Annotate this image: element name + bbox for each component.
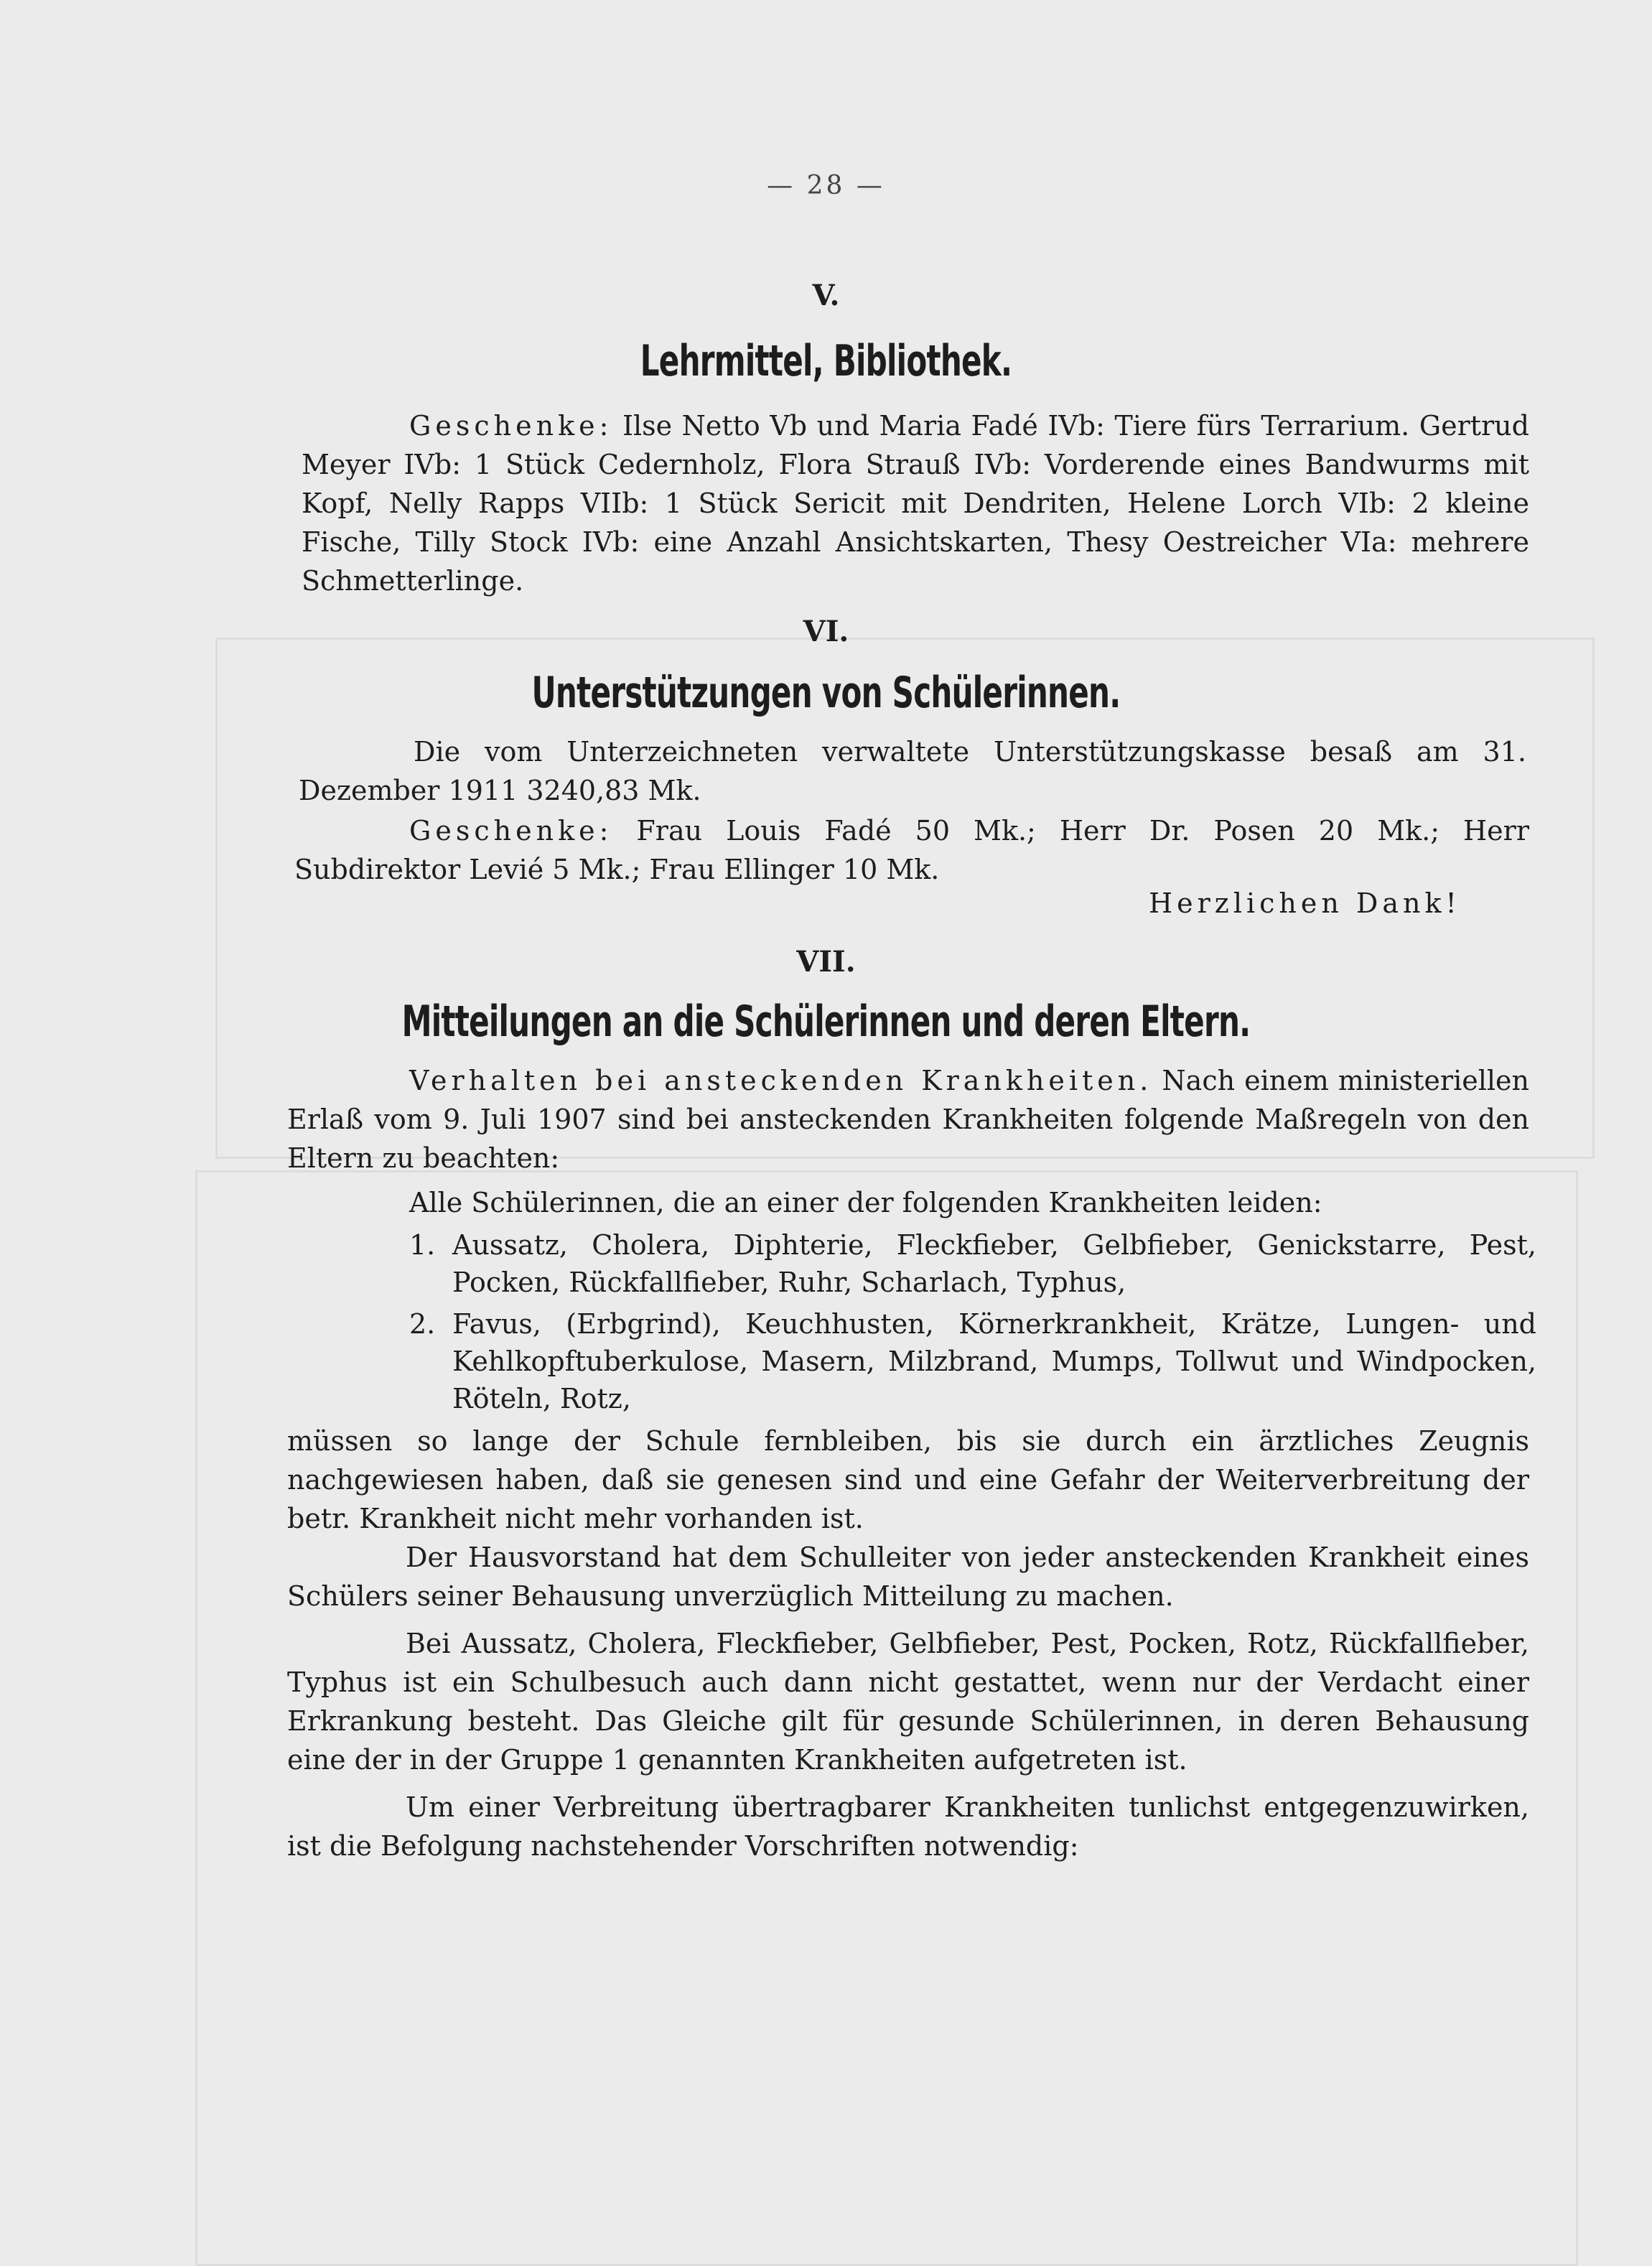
section-7-number: VII. bbox=[796, 945, 856, 979]
section-6-fund-paragraph: Die vom Unterzeichneten verwaltete Unterstützungskasse besaß am 31. Dezember 1911 3240,83 Mk. bbox=[299, 736, 1526, 806]
section-6-gifts bbox=[294, 811, 1529, 889]
list-intro: Alle Schülerinnen, die an einer der folgenden Krankheiten leiden: bbox=[409, 1187, 1322, 1218]
list-item-text: Aussatz, Cholera, Diphterie, Fleckfieber, Gelbfieber, Genickstarre, Pest, Pocken, Rückfallfieber, Ruhr, Scharlach, Typhus, bbox=[452, 1229, 1536, 1298]
exclusion-paragraph: Bei Aussatz, Cholera, Fleckfieber, Gelbfieber, Pest, Pocken, Rotz, Rückfallfieber, Typhus ist ein Schulbesuch auch dann nicht gestattet, wenn nur der Verdacht einer Erkrankung besteht. Das Gleiche gilt für gesunde Schülerinnen, in deren Behausung eine der in der Gruppe 1 genannten Krankheiten aufgetreten ist. bbox=[287, 1628, 1529, 1776]
section-7-title: Mitteilungen an die Schülerinnen und deren Eltern. bbox=[401, 997, 1251, 1047]
gifts-text: Ilse Netto Vb und Maria Fadé IVb: Tiere fürs Terrarium. Gertrud Meyer IVb: 1 Stück Cedernholz, Flora Strauß IVb: Vorderende eines Bandwurms mit Kopf, Nelly Rapps VIIb: 1 Stück Sericit mit Dendriten, Helene Lorch VIb: 2 kleine Fische, Tilly Stock IVb: eine Anzahl Ansichtskarten, Thesy Oestreicher VIa: mehrere Schmetterlinge. bbox=[302, 410, 1529, 597]
gifts-text: Frau Louis Fadé 50 Mk.; Herr Dr. Posen 20 Mk.; Herr Subdirektor Levié 5 Mk.; Frau Ellinger 10 Mk. bbox=[294, 815, 1529, 885]
page-number: — 28 — bbox=[767, 171, 885, 200]
section-7-intro bbox=[287, 1061, 1529, 1178]
list-item-number: 2. bbox=[409, 1308, 436, 1340]
heading-spaced: Verhalten bei ansteckenden Krankheiten. bbox=[409, 1065, 1153, 1096]
section-5-number: V. bbox=[812, 279, 840, 312]
thanks: Herzlichen Dank! bbox=[1149, 887, 1461, 919]
house-paragraph: Der Hausvorstand hat dem Schulleiter von jeder ansteckenden Krankheit eines Schülers seiner Behausung unverzüglich Mitteilung zu machen. bbox=[287, 1542, 1529, 1612]
rules-paragraph: Um einer Verbreitung übertragbarer Krankheiten tunlichst entgegenzuwirken, ist die Befolgung nachstehender Vorschriften notwendig: bbox=[287, 1791, 1529, 1862]
gifts-label: Geschenke: bbox=[409, 815, 613, 847]
list-item-text: Favus, (Erbgrind), Keuchhusten, Körnerkrankheit, Krätze, Lungen- und Kehlkopftuberkulose, Masern, Milzbrand, Mumps, Tollwut und Windpocken, Röteln, Rotz, bbox=[452, 1308, 1536, 1414]
section-6-title: Unterstützungen von Schülerinnen. bbox=[531, 668, 1121, 718]
list-item-number: 1. bbox=[409, 1229, 436, 1261]
section-5-gifts bbox=[302, 406, 1529, 600]
section-6-number: VI. bbox=[803, 615, 849, 648]
after-list-paragraph: müssen so lange der Schule fernbleiben, bis sie durch ein ärztliches Zeugnis nachgewiesen haben, daß sie genesen sind und eine Gefahr der Weiterverbreitung der betr. Krankheit nicht mehr vorhanden ist. bbox=[287, 1425, 1529, 1534]
section-5-title: Lehrmittel, Bibliothek. bbox=[640, 336, 1012, 386]
intro-text: Nach einem ministeriellen Erlaß vom 9. Juli 1907 sind bei ansteckenden Krankheiten folgende Maßregeln von den Eltern zu beachten: bbox=[287, 1065, 1529, 1174]
gifts-label: Geschenke: bbox=[409, 410, 613, 442]
